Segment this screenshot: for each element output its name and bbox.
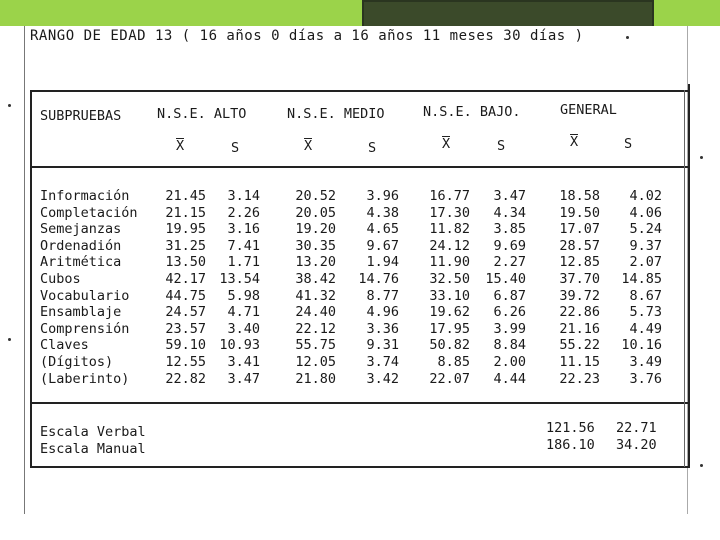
column-general-mean [540,188,600,387]
table-cell: 41.32 [295,287,336,304]
table-top-rule [30,90,690,92]
table-cell: 3.74 [366,353,399,370]
table-cell: 2.27 [493,254,526,271]
table-cell: 14.85 [621,270,662,287]
table-cell: 44.75 [165,287,206,304]
table-right-rule [688,84,690,467]
table-cell: 18.58 [559,188,600,204]
column-alto-sd [210,188,260,387]
table-cell: 24.12 [429,237,470,254]
sd-header-alto: S [231,140,240,156]
scan-speck [8,338,11,341]
table-cell: 1.94 [366,254,399,271]
table-cell: 30.35 [295,237,336,254]
table-cell: 4.44 [493,370,526,387]
page-title: RANGO DE EDAD 13 ( 16 años 0 días a 16 años 11 meses 30 días ) [28,28,588,44]
table-cell: 20.52 [295,188,336,204]
table-cell: 3.47 [227,370,260,387]
subtest-name: Claves [40,337,89,354]
column-medio-mean [280,188,336,387]
table-cell: 4.65 [366,221,399,238]
table-cell: 3.14 [227,188,260,204]
table-cell: 2.00 [493,353,526,370]
header-bottom-rule [30,166,690,168]
table-cell: 9.67 [366,237,399,254]
table-cell: 11.15 [559,353,600,370]
column-bajo-sd [474,188,526,387]
table-cell: 14.76 [358,270,399,287]
header-general: GENERAL [560,102,617,118]
table-cell: 8.67 [629,287,662,304]
table-cell: 17.95 [429,320,470,337]
scale-verbal-label: Escala Verbal [40,424,146,440]
table-cell: 6.87 [493,287,526,304]
table-cell: 4.02 [629,188,662,204]
table-cell: 17.30 [429,204,470,221]
table-cell: 21.80 [295,370,336,387]
table-cell: 13.54 [219,270,260,287]
table-cell: 3.99 [493,320,526,337]
sd-header-medio: S [368,140,377,156]
table-cell: 32.50 [429,270,470,287]
table-cell: 9.37 [629,237,662,254]
table-cell: 19.50 [559,204,600,221]
mean-header-bajo: X [442,136,451,152]
subtest-name: Cubos [40,270,81,287]
table-cell: 37.70 [559,270,600,287]
table-cell: 33.10 [429,287,470,304]
scale-manual-mean: 186.10 [546,437,595,453]
table-cell: 4.71 [227,304,260,321]
table-cell: 3.49 [629,353,662,370]
table-cell: 3.40 [227,320,260,337]
scan-speck [700,464,703,467]
table-cell: 24.57 [165,304,206,321]
subtest-name: Comprensión [40,320,130,337]
header-nse-medio: N.S.E. MEDIO [287,106,385,122]
scale-manual-sd: 34.20 [616,437,657,453]
table-cell: 3.36 [366,320,399,337]
table-cell: 31.25 [165,237,206,254]
table-cell: 15.40 [485,270,526,287]
table-cell: 3.85 [493,221,526,238]
subtest-name: Ensamblaje [40,304,122,321]
table-cell: 4.34 [493,204,526,221]
table-cell: 9.69 [493,237,526,254]
table-cell: 12.55 [165,353,206,370]
table-cell: 5.24 [629,221,662,238]
table-cell: 8.77 [366,287,399,304]
table-cell: 3.41 [227,353,260,370]
table-cell: 22.23 [559,370,600,387]
table-cell: 4.38 [366,204,399,221]
table-cell: 23.57 [165,320,206,337]
table-cell: 59.10 [165,337,206,354]
subtest-name: Información [40,188,130,204]
table-cell: 20.05 [295,204,336,221]
table-cell: 11.90 [429,254,470,271]
subtest-name: (Dígitos) [40,353,114,370]
table-cell: 3.76 [629,370,662,387]
table-cell: 21.16 [559,320,600,337]
table-cell: 8.84 [493,337,526,354]
mean-header-alto: X [176,138,185,154]
table-cell: 3.16 [227,221,260,238]
sd-header-general: S [624,136,633,152]
table-cell: 4.96 [366,304,399,321]
table-cell: 3.96 [366,188,399,204]
column-alto-mean [150,188,206,387]
table-cell: 19.95 [165,221,206,238]
data-bottom-rule [30,402,690,404]
table-cell: 19.20 [295,221,336,238]
subtest-name: Vocabulario [40,287,130,304]
subtest-name: Semejanzas [40,221,122,238]
table-right-rule-inner [684,90,685,467]
table-cell: 3.47 [493,188,526,204]
column-bajo-mean [414,188,470,387]
table-cell: 42.17 [165,270,206,287]
table-cell: 22.82 [165,370,206,387]
table-cell: 50.82 [429,337,470,354]
table-cell: 1.71 [227,254,260,271]
scan-speck [626,36,629,39]
subtest-name: Ordenadión [40,237,122,254]
table-cell: 17.07 [559,221,600,238]
table-cell: 21.15 [165,204,206,221]
table-cell: 10.16 [621,337,662,354]
table-cell: 13.50 [165,254,206,271]
table-cell: 5.73 [629,304,662,321]
table-cell: 22.86 [559,304,600,321]
scan-speck [8,104,11,107]
table-cell: 12.05 [295,353,336,370]
table-cell: 13.20 [295,254,336,271]
scale-manual-label: Escala Manual [40,441,146,457]
table-cell: 7.41 [227,237,260,254]
table-cell: 3.42 [366,370,399,387]
table-cell: 22.12 [295,320,336,337]
table-cell: 11.82 [429,221,470,238]
subtest-name: Completación [40,204,138,221]
table-cell: 19.62 [429,304,470,321]
table-cell: 4.06 [629,204,662,221]
subtest-name: (Laberinto) [40,370,130,387]
column-medio-sd [345,188,399,387]
table-cell: 8.85 [437,353,470,370]
table-cell: 24.40 [295,304,336,321]
mean-header-general: X [570,134,579,150]
scan-speck [700,156,703,159]
mean-header-medio: X [304,138,313,154]
table-cell: 12.85 [559,254,600,271]
table-cell: 2.26 [227,204,260,221]
table-cell: 4.49 [629,320,662,337]
table-cell: 6.26 [493,304,526,321]
table-left-rule [30,90,32,467]
header-nse-bajo: N.S.E. BAJO. [423,104,521,120]
sd-header-bajo: S [497,138,506,154]
table-cell: 10.93 [219,337,260,354]
header-subpruebas: SUBPRUEBAS [40,108,122,124]
table-bottom-rule [30,466,690,468]
table-cell: 22.07 [429,370,470,387]
table-cell: 55.22 [559,337,600,354]
subtest-name: Aritmética [40,254,122,271]
table-cell: 2.07 [629,254,662,271]
subtest-names [40,188,138,387]
table-cell: 5.98 [227,287,260,304]
table-cell: 21.45 [165,188,206,204]
scale-verbal-mean: 121.56 [546,420,595,436]
table-cell: 28.57 [559,237,600,254]
table-cell: 9.31 [366,337,399,354]
header-nse-alto: N.S.E. ALTO [157,106,247,122]
table-cell: 55.75 [295,337,336,354]
table-cell: 38.42 [295,270,336,287]
scale-verbal-sd: 22.71 [616,420,657,436]
column-general-sd [606,188,662,387]
table-cell: 16.77 [429,188,470,204]
table-cell: 39.72 [559,287,600,304]
